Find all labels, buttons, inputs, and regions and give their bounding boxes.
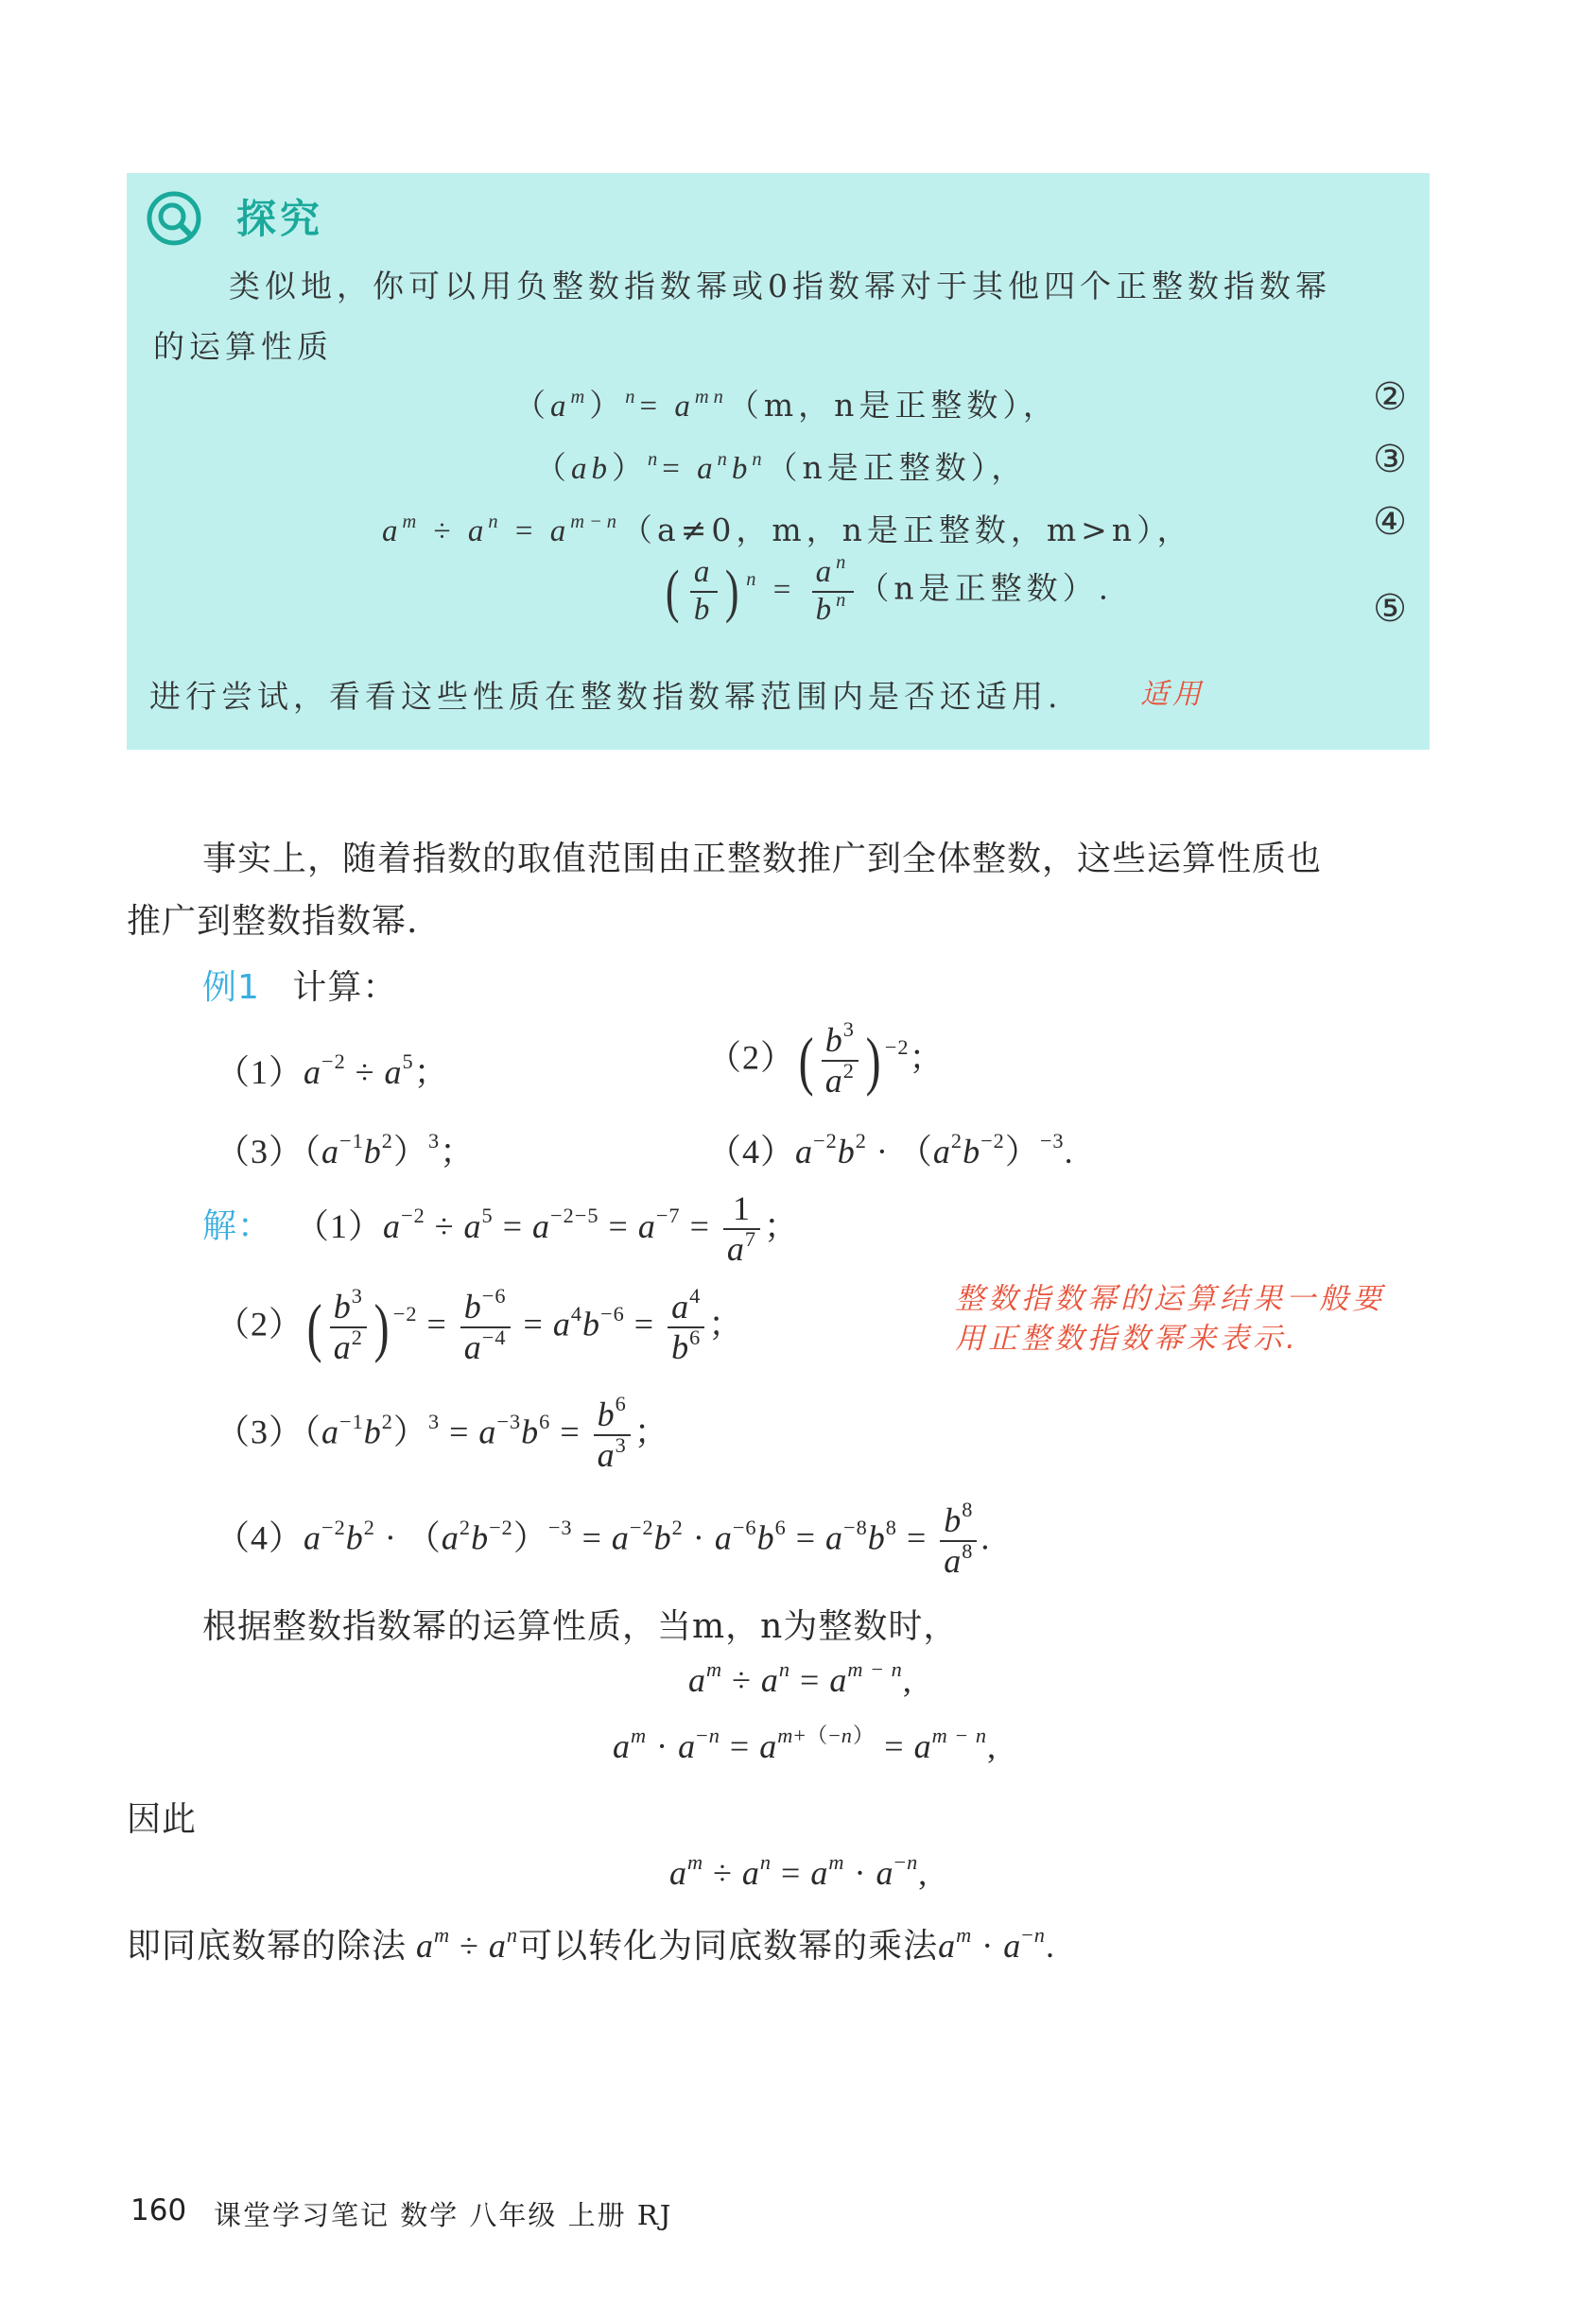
- final-sentence: 即同底数幂的除法 $a^m \div a^n$可以转化为同底数幂的乘法$a^m \cdot a^{-n}$.: [127, 1923, 1055, 1966]
- solution-2: （2）( $\frac{b^3}{a^2}$ ) $^{-2}$ = $\frac{b^{-6}}{a^{-4}}$ = $a^4b^{-6}$ = $\frac{a^4}{b^6}$ ；: [216, 1284, 744, 1367]
- solution-1: 解： $(1)a^{-2} \div a^5 = a^{-2-5} = a^{-7}$ = $\frac{1}{a^7}$ ；: [202, 1189, 800, 1269]
- solution-3: $(3)(a^{-1}b^2)^3 = a^{-3}b^6$ = $\frac{b^6}{a^3}$ ；: [216, 1392, 669, 1475]
- formula-power-of-power: $(a^m)^n= a^{mn}(m$，n是正整数），: [514, 386, 1059, 424]
- formula-2-number: ②: [1373, 375, 1407, 419]
- solution-label: 解：: [202, 1206, 273, 1246]
- problem-1-label: （1）: [216, 1053, 304, 1091]
- formula-power-of-product: $(ab)^n= a^nb^n(n$是正整数），: [535, 448, 1028, 486]
- problem-4-label: （4）: [707, 1133, 796, 1170]
- paragraph-2: 根据整数指数幂的运算性质，当m，n为整数时，: [202, 1607, 959, 1646]
- final-sentence-part-a: 即同底数幂的除法: [127, 1927, 408, 1966]
- magnifier-icon: [146, 190, 202, 247]
- paragraph-1-line-1: 事实上，随着指数的取值范围由正整数推广到全体整数，这些运算性质也: [202, 840, 1323, 878]
- problem-3-label: （3）: [216, 1133, 304, 1170]
- explore-intro-line2: 的运算性质: [153, 328, 333, 365]
- book-title: 课堂学习笔记 数学 八年级 上册 RJ: [214, 2199, 673, 2231]
- solution-4: $(4)a^{-2}b^2 \cdot (a^2b^{-2})^{-3} = a^{-2}b^2 \cdot a^{-6}b^6 = a^{-8}b^8$ = $\frac{b^8}{a^8}$ .: [216, 1498, 991, 1581]
- formula-2-condition: （m，n是正整数），: [727, 387, 1059, 424]
- therefore-text: 因此: [127, 1800, 198, 1839]
- page-number: 160: [130, 2193, 187, 2227]
- formula-5-number: ⑤: [1373, 587, 1407, 631]
- formula-3-condition: （n是正整数），: [766, 449, 1028, 486]
- equation-quotient: $a^m \div a^n = a^{m - n}$,: [688, 1657, 912, 1699]
- side-note-line-2: 用正整数指数幂来表示.: [955, 1322, 1299, 1356]
- equation-product: $a^m \cdot a^{-n} = a^{m+(-n)} = a^{m - n}$,: [613, 1724, 998, 1765]
- formula-4-number: ④: [1373, 500, 1407, 544]
- example-label: 例1: [202, 968, 260, 1007]
- explore-title: 探究: [236, 196, 324, 242]
- formula-quotient-rule: $a^m \div a^n = a^{m-n}(a\ne 0$，m，n是正整数，m>n），: [382, 511, 1193, 548]
- explore-conclusion: 进行尝试，看看这些性质在整数指数幂范围内是否还适用.: [149, 678, 1063, 715]
- final-sentence-part-b: 可以转化为同底数幂的乘法: [518, 1927, 939, 1966]
- equation-equivalence: $a^m \div a^n = a^m \cdot a^{-n}$,: [669, 1850, 928, 1892]
- problem-2: （2）( $\frac{b^3}{a^2}$ ) $^{-2}$；: [707, 1017, 945, 1101]
- problem-4: $(4)a^{-2}b^2 \cdot (a^2b^{-2})^{-3}$.: [707, 1129, 1074, 1170]
- formula-4-condition: （a≠0，m，n是正整数，m>n），: [621, 511, 1193, 548]
- problem-3: $(3)(a^{-1}b^2)^3$；: [216, 1129, 476, 1170]
- formula-3-number: ③: [1373, 438, 1407, 481]
- handwritten-answer: 适用: [1140, 678, 1205, 711]
- problem-1: $(1)a^{-2} \div a^5$；: [216, 1049, 449, 1091]
- formula-5-condition: （n是正整数）.: [858, 569, 1114, 607]
- formula-power-of-quotient: ( $\frac{a}{b}$ ) $^n$ = $\frac{a^n}{b^n}$ （n是正整数）.: [665, 551, 1114, 627]
- explore-intro-line1: 类似地，你可以用负整数指数幂或0指数幂对于其他四个正整数指数幂: [229, 268, 1331, 304]
- example-task: 计算：: [292, 968, 398, 1007]
- paragraph-1-line-2: 推广到整数指数幂.: [127, 902, 419, 941]
- explore-box: [127, 173, 1430, 750]
- problem-2-label: （2）: [707, 1038, 796, 1077]
- side-note-line-1: 整数指数幂的运算结果一般要: [955, 1282, 1385, 1316]
- example-heading: [202, 961, 397, 1009]
